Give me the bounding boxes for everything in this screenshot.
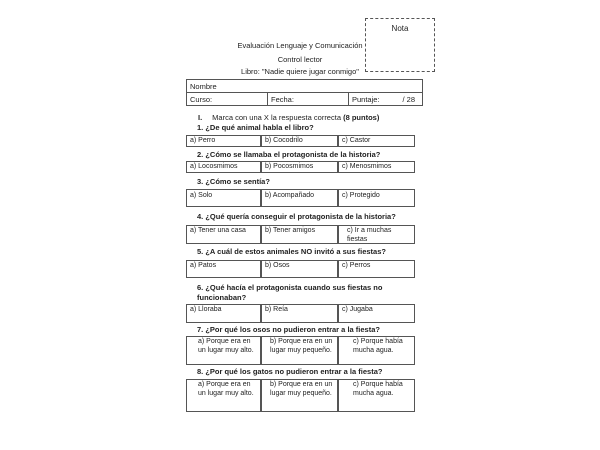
q1-option-c[interactable] <box>338 135 415 147</box>
q8-option-c-text: c) Porque había mucha agua. <box>353 381 403 397</box>
curso-field[interactable] <box>187 93 268 106</box>
question-6: 6. ¿Qué hacía el protagonista cuando sus fiestas no funcionaban? <box>197 283 383 302</box>
question-5: 5. ¿A cuál de estos animales NO invitó a sus fiestas? <box>197 247 386 256</box>
name-field[interactable] <box>187 80 423 93</box>
q8-option-a-text: a) Porque era en un lugar muy alto. <box>198 381 254 397</box>
q3-option-a-text: a) Solo <box>190 192 213 199</box>
nota-label: Nota <box>391 24 409 33</box>
question-1: 1. ¿De qué animal habla el libro? <box>197 123 314 132</box>
q2-option-c[interactable] <box>338 161 415 173</box>
curso-label: Curso: <box>190 94 213 104</box>
book-title: Libro: "Nadie quiere jugar conmigo" <box>241 67 359 76</box>
question-8: 8. ¿Por qué los gatos no pudieron entrar a la fiesta? <box>197 367 383 376</box>
q3-option-b[interactable] <box>261 189 338 207</box>
q5-option-c-text: c) Perros <box>342 262 371 269</box>
name-label: Nombre <box>190 81 217 91</box>
q8-option-c[interactable] <box>338 379 415 412</box>
question-7: 7. ¿Por qué los osos no pudieron entrar a la fiesta? <box>197 325 380 334</box>
q3-option-b-text: b) Acompañado <box>265 192 315 199</box>
q4-option-b-text: b) Tener amigos <box>265 227 316 234</box>
question-4: 4. ¿Qué quería conseguir el protagonista de la historia? <box>197 212 396 221</box>
q4-option-b[interactable] <box>261 225 338 244</box>
q6-option-b[interactable] <box>261 304 338 323</box>
q7-option-a[interactable] <box>186 336 261 365</box>
q1-option-b[interactable] <box>261 135 338 147</box>
puntaje-total: / 28 <box>402 94 415 104</box>
q4-option-a[interactable] <box>186 225 261 244</box>
q3-option-c-text: c) Protegido <box>342 192 380 199</box>
question-3: 3. ¿Cómo se sentía? <box>197 177 270 186</box>
q6-option-c[interactable] <box>338 304 415 323</box>
puntaje-label: Puntaje: <box>352 94 380 104</box>
q2-option-a-text: a) Locosmimos <box>190 163 238 170</box>
q1-option-a[interactable] <box>186 135 261 147</box>
instruction <box>198 113 379 122</box>
q2-option-a[interactable] <box>186 161 261 173</box>
q6-option-c-text: c) Jugaba <box>342 306 373 313</box>
q5-option-b[interactable] <box>261 260 338 278</box>
q2-option-c-text: c) Menosmimos <box>342 163 392 170</box>
instruction-text: Marca con una X la respuesta correcta <box>212 113 341 122</box>
q1-option-a-text: a) Perro <box>190 137 216 144</box>
q7-option-a-text: a) Porque era en un lugar muy alto. <box>198 338 254 354</box>
q4-option-c-text: c) Ir a muchas fiestas <box>347 227 392 243</box>
q6-option-b-text: b) Reía <box>265 306 288 313</box>
student-info-table <box>186 79 423 106</box>
q5-option-a[interactable] <box>186 260 261 278</box>
q7-option-b-text: b) Porque era en un lugar muy pequeño. <box>270 338 333 354</box>
q2-option-b-text: b) Pocosmimos <box>265 163 314 170</box>
q5-option-a-text: a) Patos <box>190 262 217 269</box>
instruction-points: (8 puntos) <box>343 113 380 122</box>
q5-option-c[interactable] <box>338 260 415 278</box>
puntaje-field[interactable] <box>349 93 423 106</box>
exam-title: Evaluación Lenguaje y Comunicación <box>237 41 363 50</box>
q7-option-b[interactable] <box>261 336 338 365</box>
q8-option-a[interactable] <box>186 379 261 412</box>
exam-subtitle: Control lector <box>277 55 323 64</box>
q8-option-b-text: b) Porque era en un lugar muy pequeño. <box>270 381 333 397</box>
q6-option-a[interactable] <box>186 304 261 323</box>
fecha-field[interactable] <box>268 93 349 106</box>
q6-option-a-text: a) Lloraba <box>190 306 222 313</box>
q1-option-c-text: c) Castor <box>342 137 371 144</box>
q7-option-c[interactable] <box>338 336 415 365</box>
q1-option-b-text: b) Cocodrilo <box>265 137 303 144</box>
q8-option-b[interactable] <box>261 379 338 412</box>
q4-option-c[interactable] <box>338 225 415 244</box>
question-2: 2. ¿Cómo se llamaba el protagonista de la historia? <box>197 150 381 159</box>
q7-option-c-text: c) Porque había mucha agua. <box>353 338 403 354</box>
q2-option-b[interactable] <box>261 161 338 173</box>
q4-option-a-text: a) Tener una casa <box>190 227 246 234</box>
q3-option-a[interactable] <box>186 189 261 207</box>
q3-option-c[interactable] <box>338 189 415 207</box>
q5-option-b-text: b) Osos <box>265 262 290 269</box>
fecha-label: Fecha: <box>271 94 294 104</box>
section-number: I. <box>198 113 203 122</box>
